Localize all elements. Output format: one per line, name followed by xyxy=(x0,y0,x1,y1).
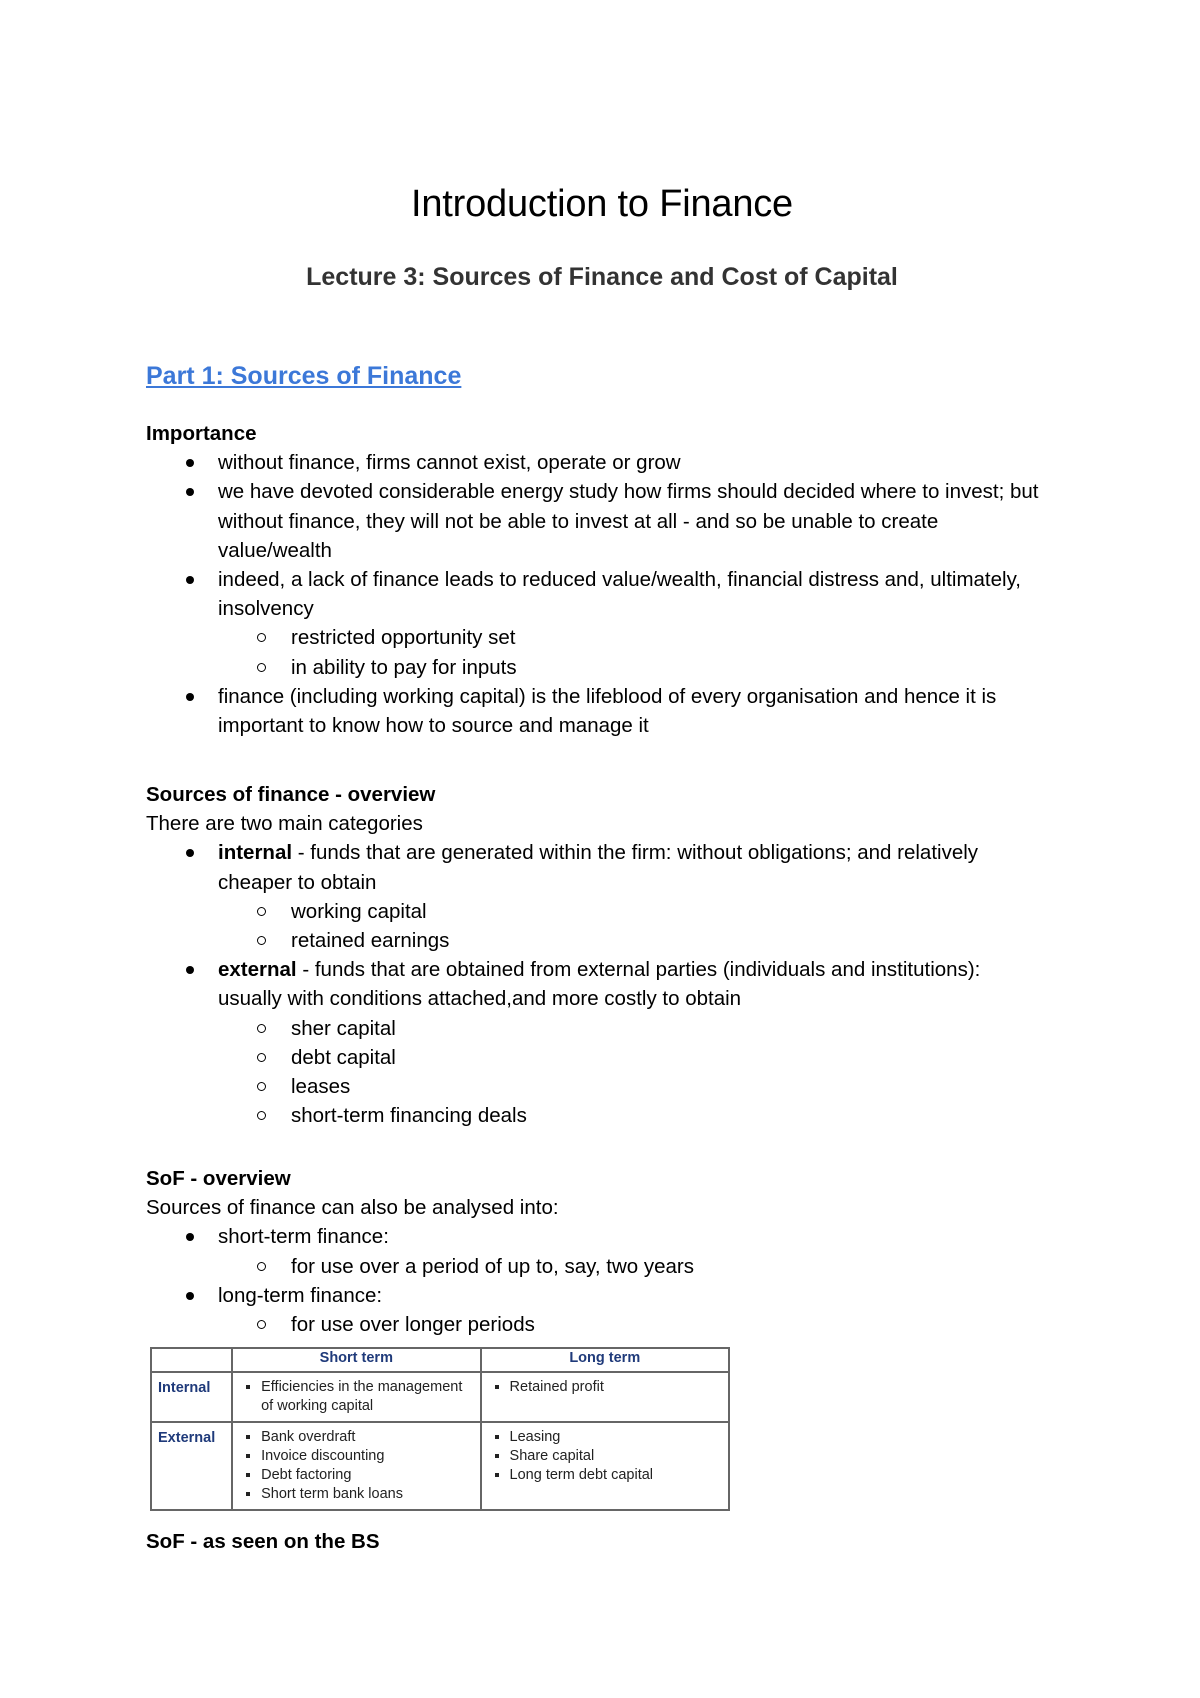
cell-item: Invoice discounting xyxy=(237,1447,475,1466)
cell-item: Leasing xyxy=(486,1428,724,1447)
sof-balance-sheet-heading: SoF - as seen on the BS xyxy=(146,1530,380,1553)
table-row xyxy=(151,1422,729,1510)
sources-overview-section xyxy=(146,780,1046,1130)
table-cell xyxy=(232,1422,480,1510)
internal-sublist xyxy=(218,897,1046,955)
long-term-sublist xyxy=(218,1310,1046,1339)
list-item-text: indeed, a lack of finance leads to reduced value/wealth, financial distress and, ultimately, insolvency xyxy=(218,568,1022,621)
cell-item: Bank overdraft xyxy=(237,1428,475,1447)
sof-overview-intro: Sources of finance can also be analysed into: xyxy=(146,1196,559,1220)
cell-item: Efficiencies in the management of working capital xyxy=(237,1378,475,1416)
cell-item: Long term debt capital xyxy=(486,1466,724,1485)
list-subitem: debt capital xyxy=(146,1043,1046,1072)
long-term-label: long-term finance: xyxy=(218,1283,383,1307)
sources-overview-intro: There are two main categories xyxy=(146,812,423,836)
list-item: finance (including working capital) is the lifeblood of every organisation and hence it is important to know how to source and manage it xyxy=(146,682,1046,740)
table-cell xyxy=(481,1372,729,1422)
part-1-heading-link[interactable]: Part 1: Sources of Finance xyxy=(146,362,462,390)
external-term: external xyxy=(218,958,297,982)
column-header-short-term: Short term xyxy=(232,1348,480,1372)
cell-item: Debt factoring xyxy=(237,1466,475,1485)
list-subitem: sher capital xyxy=(146,1014,1046,1043)
sof-overview-list xyxy=(146,1222,1046,1339)
document-title: Introduction to Finance xyxy=(411,183,793,225)
table-cell xyxy=(481,1422,729,1510)
row-header-internal: Internal xyxy=(151,1372,232,1422)
list-subitem: for use over longer periods xyxy=(146,1310,1046,1339)
row-header-external: External xyxy=(151,1422,232,1510)
cell-list xyxy=(486,1428,724,1485)
table-cell xyxy=(232,1372,480,1422)
list-item xyxy=(146,565,1046,682)
sof-overview-section xyxy=(146,1164,1046,1339)
column-header-long-term: Long term xyxy=(481,1348,729,1372)
list-subitem: in ability to pay for inputs xyxy=(146,653,1046,682)
sof-overview-heading: SoF - overview xyxy=(146,1167,291,1190)
importance-section xyxy=(146,419,1046,740)
internal-description: - funds that are generated within the firm: without obligations; and relatively cheaper to obtain xyxy=(218,841,979,894)
document-subtitle: Lecture 3: Sources of Finance and Cost of Capital xyxy=(306,263,898,291)
short-term-label: short-term finance: xyxy=(218,1225,389,1249)
cell-list xyxy=(237,1378,475,1416)
cell-item: Share capital xyxy=(486,1447,724,1466)
list-item xyxy=(146,1281,1046,1339)
table-header-row xyxy=(151,1348,729,1372)
list-subitem: restricted opportunity set xyxy=(146,623,1046,652)
short-term-sublist xyxy=(218,1252,1046,1281)
external-description: - funds that are obtained from external parties (individuals and institutions): usually with conditions attached,and more costly to obtain xyxy=(218,958,981,1011)
list-item xyxy=(146,955,1046,1130)
cell-list xyxy=(486,1378,724,1397)
importance-sublist xyxy=(218,623,1046,681)
internal-term: internal xyxy=(218,841,293,865)
table-row xyxy=(151,1372,729,1422)
list-item xyxy=(146,1222,1046,1280)
list-item xyxy=(146,838,1046,955)
sources-of-finance-table xyxy=(150,1347,730,1511)
list-subitem: short-term financing deals xyxy=(146,1101,1046,1130)
table-corner-cell xyxy=(151,1348,232,1372)
list-subitem: working capital xyxy=(146,897,1046,926)
cell-item: Short term bank loans xyxy=(237,1485,475,1504)
cell-list xyxy=(237,1428,475,1504)
sources-overview-list xyxy=(146,838,1046,1130)
importance-heading: Importance xyxy=(146,422,257,445)
list-subitem: for use over a period of up to, say, two years xyxy=(146,1252,1046,1281)
importance-list xyxy=(146,448,1046,740)
list-item: without finance, firms cannot exist, operate or grow xyxy=(146,448,1046,477)
external-sublist xyxy=(218,1014,1046,1131)
list-subitem: leases xyxy=(146,1072,1046,1101)
list-subitem: retained earnings xyxy=(146,926,1046,955)
cell-item: Retained profit xyxy=(486,1378,724,1397)
list-item: we have devoted considerable energy study how firms should decided where to invest; but without finance, they will not be able to invest at all - and so be unable to create value/wealth xyxy=(146,477,1046,565)
sources-overview-heading: Sources of finance - overview xyxy=(146,783,436,806)
